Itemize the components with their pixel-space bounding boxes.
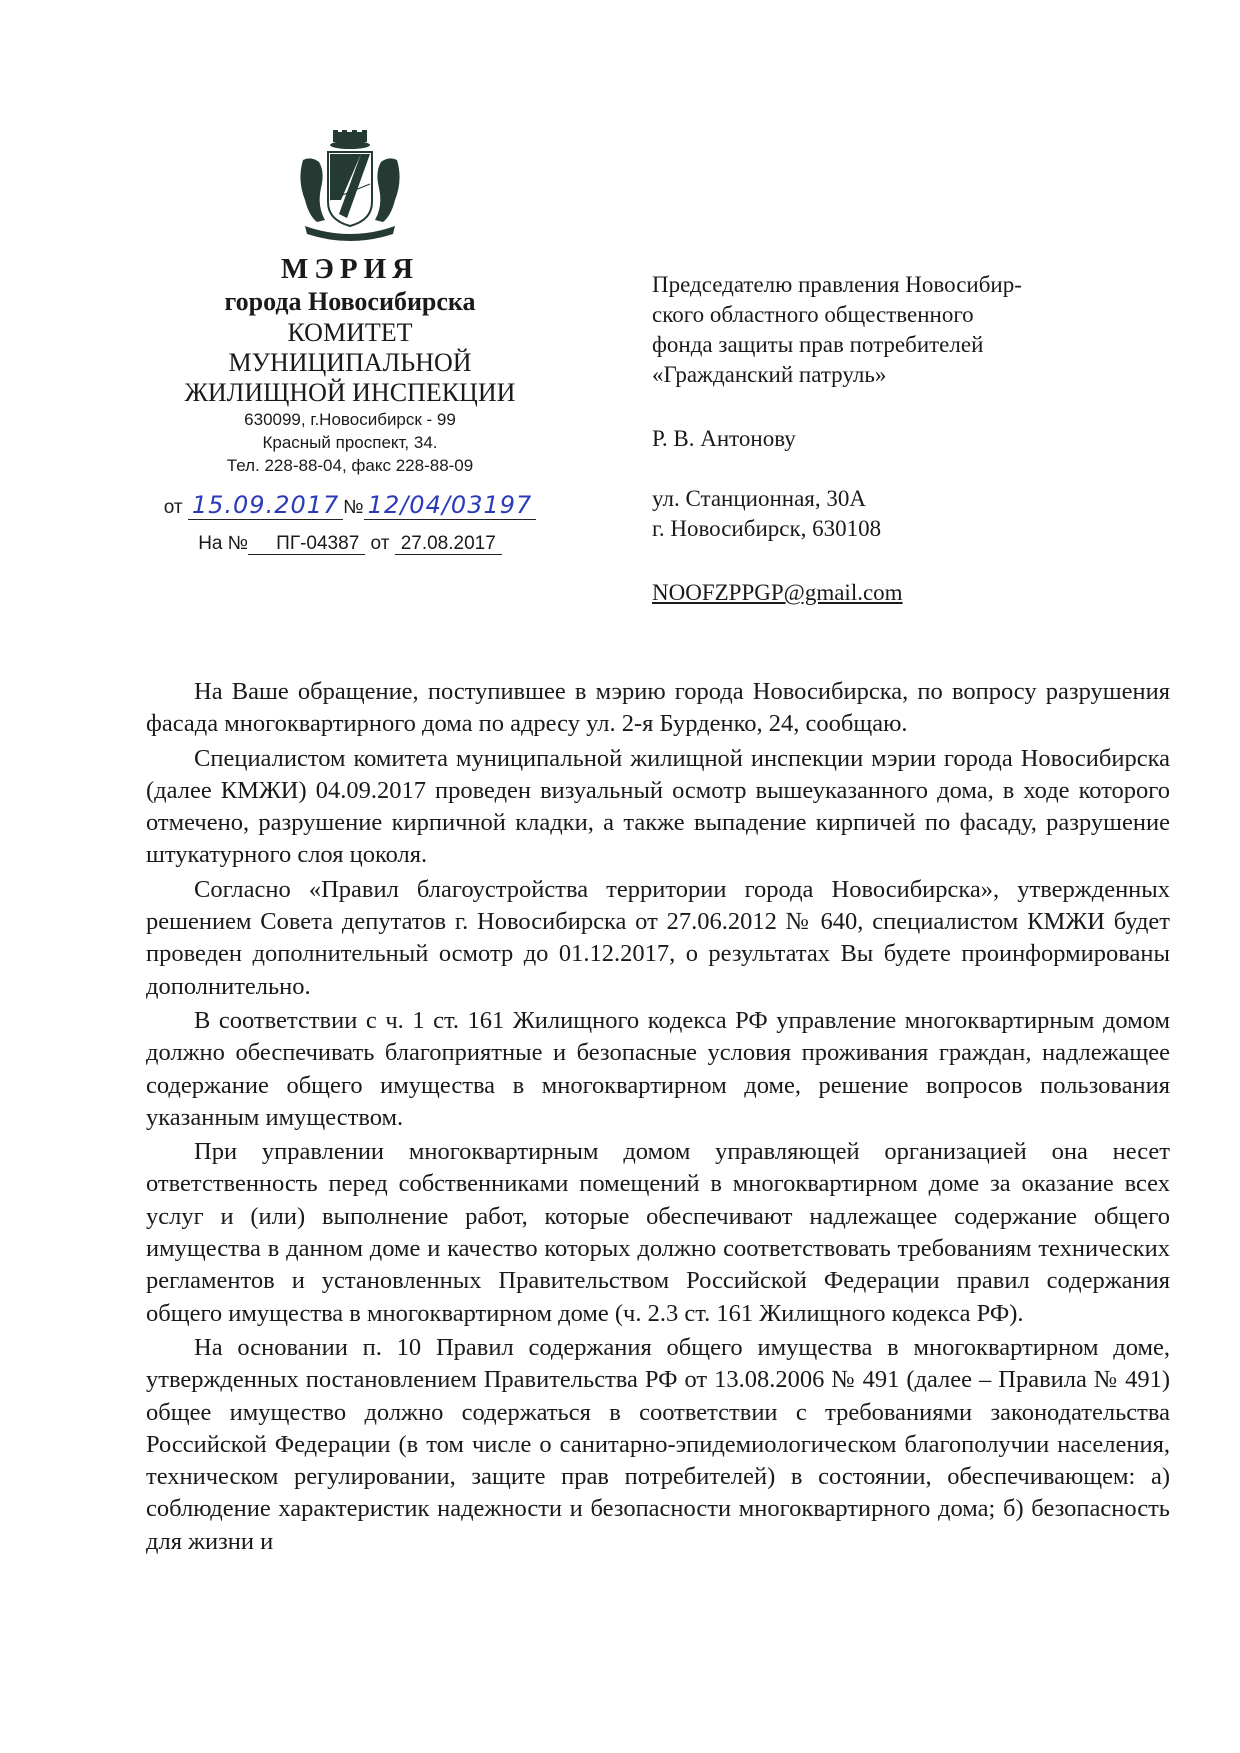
body-paragraph: Специалистом комитета муниципальной жилищной инспекции мэрии города Новосибирска (далее КМЖИ) 04.09.2017 проведен визуальный осмотр вышеуказанного дома, в ходе которого отмечено, разрушение кирпичной кладки, а также выпадение кирпичей по фасаду, разрушение штукатурного слоя цоколя. (146, 744, 1170, 869)
committee-line-3: ЖИЛИЩНОЙ ИНСПЕКЦИИ (184, 378, 516, 407)
incoming-reference (150, 530, 550, 558)
recipient-name: Р. В. Антонову (652, 426, 796, 451)
phone-fax-line: Тел. 228-88-04, факс 228-88-09 (226, 456, 474, 475)
recipient-block (652, 270, 1122, 608)
incoming-from-label: от (370, 533, 390, 554)
recipient-line-1: Председателю правления Новосибир- (652, 272, 1022, 297)
outgoing-date: 15.09.2017 (188, 491, 343, 520)
body-paragraph: В соответствии с ч. 1 ст. 161 Жилищного кодекса РФ управление многоквартирным домом должно обеспечивать благоприятные и безопасные условия проживания граждан, надлежащее содержание общего имущества в многоквартирном доме, решение вопросов пользования указанным имуществом. (146, 1006, 1170, 1131)
incoming-date: 27.08.2017 (395, 533, 502, 555)
recipient-email-link[interactable]: NOOFZPPGP@gmail.com (652, 580, 903, 605)
committee-line-2: МУНИЦИПАЛЬНОЙ (228, 348, 472, 377)
letterhead (150, 130, 550, 558)
outgoing-number-label: № (343, 497, 364, 518)
outgoing-from-label: от (163, 497, 183, 518)
recipient-line-2: ского областного общественного (652, 302, 974, 327)
address-line-1: 630099, г.Новосибирск - 99 (244, 410, 456, 429)
recipient-city: г. Новосибирск, 630108 (652, 516, 882, 541)
address-line-2: Красный проспект, 34. (262, 433, 438, 452)
incoming-number: ПГ-04387 (248, 533, 365, 555)
body-paragraph: На Ваше обращение, поступившее в мэрию города Новосибирска, по вопросу разрушения фасада многоквартирного дома по адресу ул. 2-я Бурденко, 24, сообщаю. (146, 678, 1170, 738)
body-paragraph: На основании п. 10 Правил содержания общего имущества в многоквартирном доме, утвержденных постановлением Правительства РФ от 13.08.2006 № 491 (далее – Правила № 491) общее имущество должно содержаться в соответствии с требованиями законодательства Российской Федерации (в том числе о санитарно-эпидемиологическом благополучии населения, техническом регулировании, защите прав потребителей) в состоянии, обеспечивающем: а) соблюдение характеристик надежности и безопасности многоквартирного дома; б) безопасность для жизни и (146, 1333, 1170, 1555)
incoming-label: На № (198, 533, 249, 554)
body-paragraph: При управлении многоквартирным домом управляющей организацией она несет ответственность перед собственниками помещений в многоквартирном доме за оказание всех услуг и (или) выполнение работ, которые обеспечивают надлежащее содержание общего имущества в данном доме и качество которых должно соответствовать требованиям технических регламентов и установленных Правительством Российской Федерации правил содержания общего имущества в многоквартирном доме (ч. 2.3 ст. 161 Жилищного кодекса РФ). (146, 1138, 1170, 1327)
outgoing-registration (150, 491, 550, 522)
body-paragraph: Согласно «Правил благоустройства территории города Новосибирска», утвержденных решением Совета депутатов г. Новосибирска от 27.06.2012 № 640, специалистом КМЖИ будет проведен дополнительный осмотр до 01.12.2017, о результатах Вы будете проинформированы дополнительно. (146, 875, 1170, 1000)
recipient-street: ул. Станционная, 30А (652, 486, 866, 511)
coat-of-arms-icon (295, 130, 405, 248)
city-name: города Новосибирска (224, 287, 476, 316)
committee-line-1: КОМИТЕТ (287, 318, 413, 347)
outgoing-number: 12/04/03197 (364, 491, 537, 520)
recipient-line-4: «Гражданский патруль» (652, 362, 887, 387)
letter-body (146, 676, 1170, 1560)
mayoralty-title: МЭРИЯ (280, 253, 420, 285)
recipient-line-3: фонда защиты прав потребителей (652, 332, 984, 357)
